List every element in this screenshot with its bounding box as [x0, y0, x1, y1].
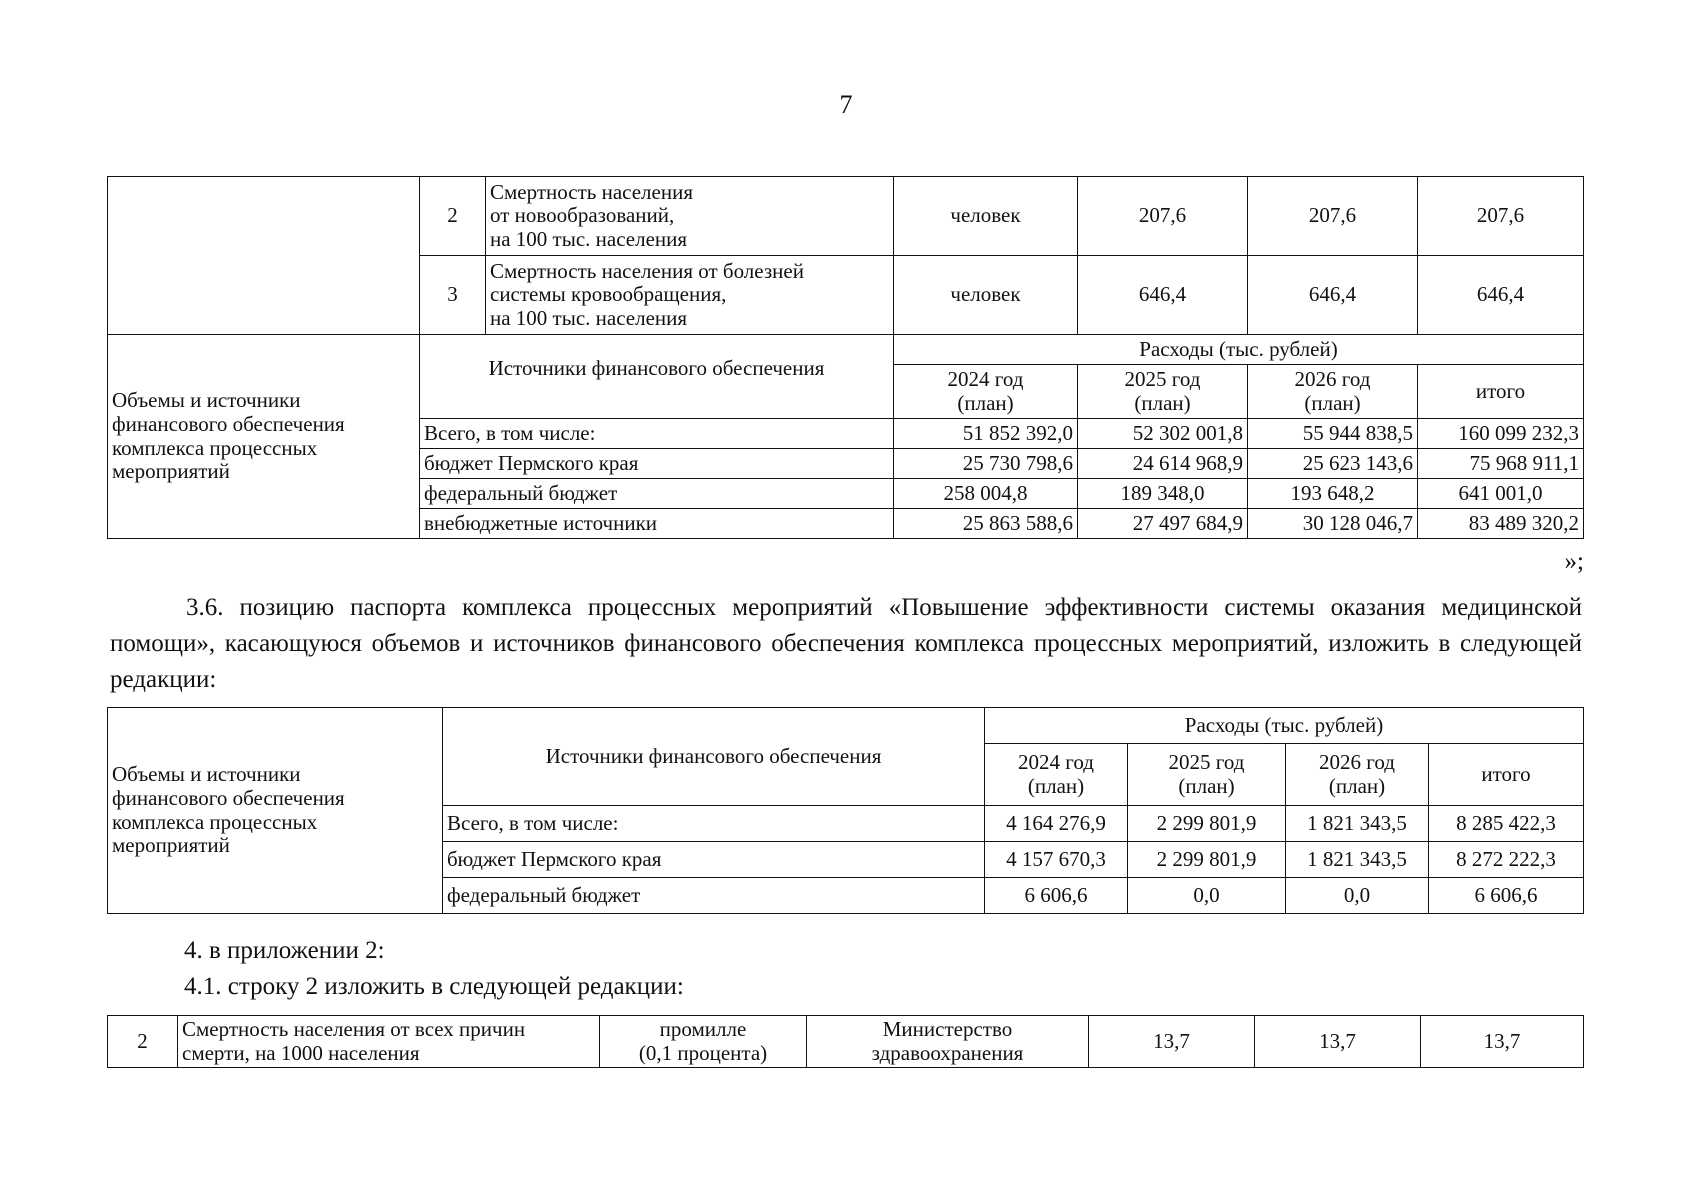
- value-2024: 4 157 670,3: [985, 842, 1128, 878]
- indicator-unit: промилле (0,1 процента): [600, 1016, 807, 1068]
- value-2025: 27 497 684,9: [1078, 509, 1248, 539]
- indicator-unit: человек: [894, 177, 1078, 256]
- indicator-name: Смертность населения от всех причин смерти, на 1000 населения: [178, 1016, 600, 1068]
- indicator-unit: человек: [894, 256, 1078, 335]
- empty-cell: [108, 177, 420, 335]
- value-total: 75 968 911,1: [1418, 449, 1584, 479]
- value-2026: 1 821 343,5: [1286, 842, 1429, 878]
- value-2026: 55 944 838,5: [1248, 419, 1418, 449]
- paragraph-3-6: 3.6. позицию паспорта комплекса процессных мероприятий «Повышение эффективности системы оказания медицинской помощи», касающуюся объемов и источников финансового обеспечения комплекса процессных мероприятий, изложить в следующей редакции:: [110, 594, 1582, 693]
- sources-header: Источники финансового обеспечения: [443, 708, 985, 806]
- item-4: 4. в приложении 2:: [184, 937, 385, 964]
- source-label: бюджет Пермского края: [420, 449, 894, 479]
- value-2025: 189 348,0: [1078, 479, 1248, 509]
- value-2024: 4 164 276,9: [985, 806, 1128, 842]
- value-total: 8 272 222,3: [1429, 842, 1584, 878]
- value-2025: 646,4: [1248, 256, 1418, 335]
- value-2026: 207,6: [1418, 177, 1584, 256]
- value-2024: 207,6: [1078, 177, 1248, 256]
- value-2026: 25 623 143,6: [1248, 449, 1418, 479]
- value-2025: 2 299 801,9: [1128, 842, 1286, 878]
- source-label: Всего, в том числе:: [420, 419, 894, 449]
- table-header-row: [108, 335, 1584, 365]
- year-header-2026: 2026 год (план): [1286, 744, 1429, 806]
- indicator-number: 2: [108, 1016, 178, 1068]
- value-2025: 52 302 001,8: [1078, 419, 1248, 449]
- value-total: 8 285 422,3: [1429, 806, 1584, 842]
- value-2026: 646,4: [1418, 256, 1584, 335]
- indicator-name: Смертность населения от новообразований, на 100 тыс. населения: [486, 177, 894, 256]
- value-2026: 193 648,2: [1248, 479, 1418, 509]
- financing-row-label: Объемы и источники финансового обеспечения комплекса процессных мероприятий: [108, 708, 443, 914]
- value-2026: 1 821 343,5: [1286, 806, 1429, 842]
- year-header-2024: 2024 год (план): [985, 744, 1128, 806]
- value-2024: 51 852 392,0: [894, 419, 1078, 449]
- table-indicator-row-2: [107, 1015, 1584, 1068]
- total-header: итого: [1429, 744, 1584, 806]
- source-label: Всего, в том числе:: [443, 806, 985, 842]
- value-total: 160 099 232,3: [1418, 419, 1584, 449]
- expenses-header: Расходы (тыс. рублей): [985, 708, 1584, 744]
- financing-row-label: Объемы и источники финансового обеспечения комплекса процессных мероприятий: [108, 335, 420, 539]
- year-header-2026: 2026 год (план): [1248, 365, 1418, 419]
- responsible-body: Министерство здравоохранения: [807, 1016, 1089, 1068]
- table-header-row: [108, 708, 1584, 744]
- total-header: итого: [1418, 365, 1584, 419]
- value-2025: 2 299 801,9: [1128, 806, 1286, 842]
- page-number: 7: [839, 90, 853, 119]
- value-2025: 0,0: [1128, 878, 1286, 914]
- value-total: 6 606,6: [1429, 878, 1584, 914]
- value-2025: 207,6: [1248, 177, 1418, 256]
- value-2024: 25 730 798,6: [894, 449, 1078, 479]
- value-2024: 258 004,8: [894, 479, 1078, 509]
- table-row: [108, 1016, 1584, 1068]
- indicator-number: 3: [420, 256, 486, 335]
- value-2024: 646,4: [1078, 256, 1248, 335]
- table-indicators-and-financing: [107, 176, 1584, 539]
- table-row: [108, 177, 1584, 256]
- value-2026: 30 128 046,7: [1248, 509, 1418, 539]
- year-header-2024: 2024 год (план): [894, 365, 1078, 419]
- year-header-2025: 2025 год (план): [1078, 365, 1248, 419]
- year-header-2025: 2025 год (план): [1128, 744, 1286, 806]
- sources-header: Источники финансового обеспечения: [420, 335, 894, 419]
- value-2024: 25 863 588,6: [894, 509, 1078, 539]
- indicator-name: Смертность населения от болезней системы кровообращения, на 100 тыс. населения: [486, 256, 894, 335]
- table-financing-sources: [107, 707, 1584, 914]
- value-2024: 13,7: [1089, 1016, 1255, 1068]
- source-label: федеральный бюджет: [443, 878, 985, 914]
- indicator-number: 2: [420, 177, 486, 256]
- value-2025: 24 614 968,9: [1078, 449, 1248, 479]
- item-4-1: 4.1. строку 2 изложить в следующей редакции:: [184, 973, 684, 1000]
- expenses-header: Расходы (тыс. рублей): [894, 335, 1584, 365]
- value-2025: 13,7: [1255, 1016, 1421, 1068]
- source-label: федеральный бюджет: [420, 479, 894, 509]
- value-2026: 13,7: [1421, 1016, 1584, 1068]
- closing-quote: »;: [1564, 548, 1584, 575]
- source-label: бюджет Пермского края: [443, 842, 985, 878]
- source-label: внебюджетные источники: [420, 509, 894, 539]
- value-total: 83 489 320,2: [1418, 509, 1584, 539]
- value-2026: 0,0: [1286, 878, 1429, 914]
- value-2024: 6 606,6: [985, 878, 1128, 914]
- value-total: 641 001,0: [1418, 479, 1584, 509]
